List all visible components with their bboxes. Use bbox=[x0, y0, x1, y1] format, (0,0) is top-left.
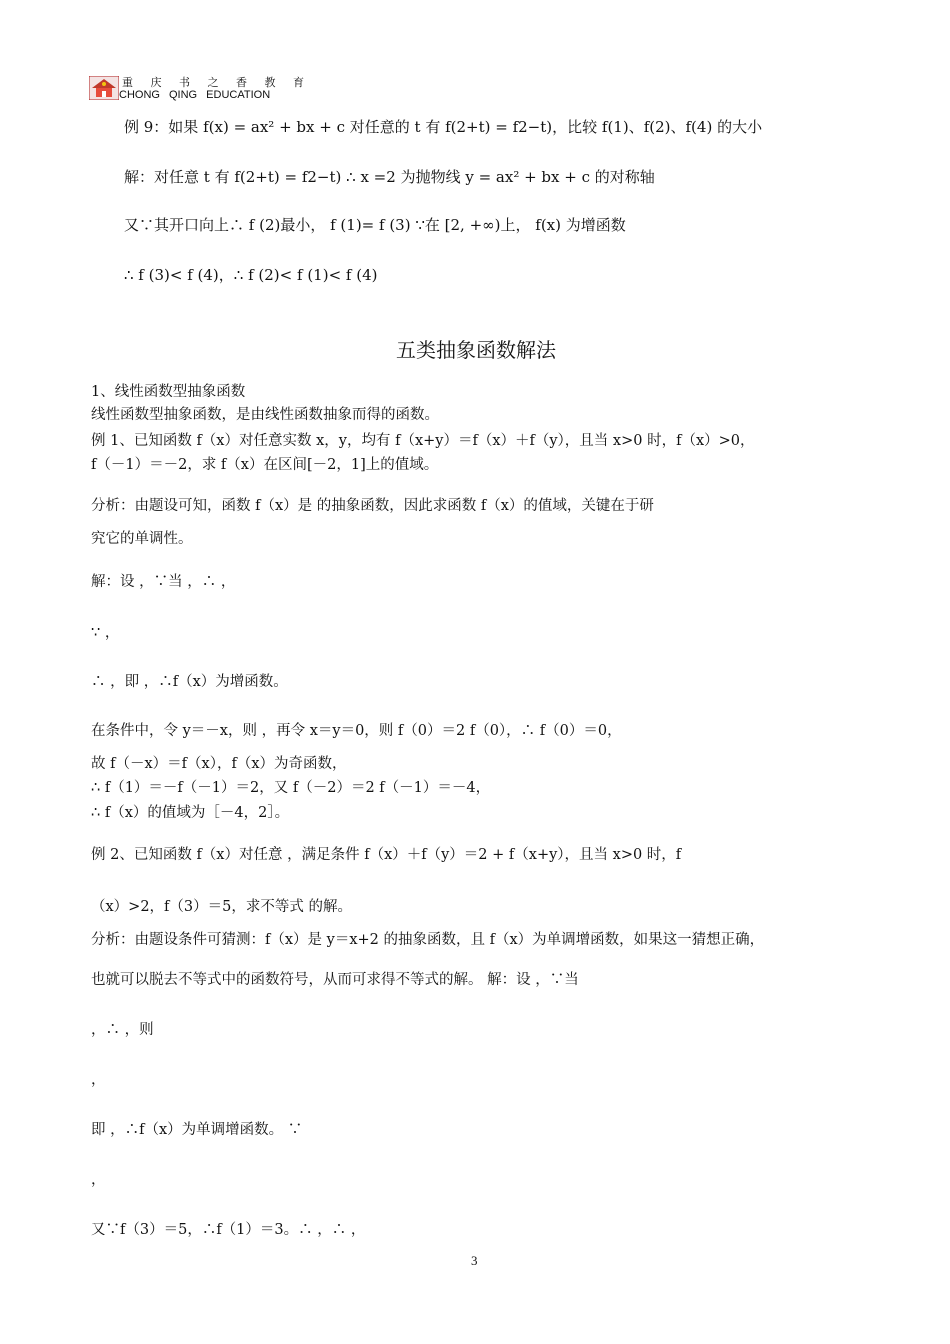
body-line: ∵ ， bbox=[91, 625, 120, 641]
example9-line-3: 又∵其开口向上∴ f (2)最小， f (1)= f (3) ∵在 [2, +∞)上， f(x) 为增函数 bbox=[124, 216, 626, 234]
body-line: 线性函数型抽象函数，是由线性函数抽象而得的函数。 bbox=[91, 407, 439, 423]
header-org-english: CHONG QING EDUCATION bbox=[119, 89, 271, 101]
body-line: 故 f（－x）＝f（x），f（x）为奇函数， bbox=[91, 756, 347, 772]
example9-line-1: 例 9：如果 f(x) = ax² + bx + c 对任意的 t 有 f(2+t) = f2−t)，比较 f(1)、f(2)、f(4) 的大小 bbox=[124, 118, 763, 136]
body-line: （x）>2，f（3）＝5，求不等式 的解。 bbox=[91, 899, 352, 915]
body-line: 分析：由题设可知，函数 f（x）是 的抽象函数，因此求函数 f（x）的值域，关键在于研 bbox=[91, 498, 654, 514]
body-line: 例 1、已知函数 f（x）对任意实数 x，y，均有 f（x+y）＝f（x）＋f（y），且当 x>0 时，f（x）>0， bbox=[91, 433, 755, 449]
page-number: 3 bbox=[471, 1253, 478, 1268]
body-line: 也就可以脱去不等式中的函数符号，从而可求得不等式的解。 解：设 ，∵当 bbox=[91, 972, 579, 988]
body-line: ， bbox=[91, 1172, 106, 1188]
body-line: 又∵f（3）＝5，∴f（1）＝3。∴ ，∴ ， bbox=[91, 1222, 366, 1238]
body-line: f（－1）＝－2，求 f（x）在区间[－2，1]上的值域。 bbox=[91, 457, 439, 473]
body-line: 即 ，∴f（x）为单调增函数。 ∵ bbox=[91, 1122, 303, 1138]
example9-line-4: ∴ f (3)< f (4)，∴ f (2)< f (1)< f (4) bbox=[124, 266, 378, 284]
example9-line-2: 解：对任意 t 有 f(2+t) = f2−t) ∴ x =2 为抛物线 y = ax² + bx + c 的对称轴 bbox=[124, 168, 655, 186]
body-line: 解：设 ，∵当 ，∴ ， bbox=[91, 574, 236, 590]
body-line: 究它的单调性。 bbox=[91, 531, 193, 547]
body-line: 分析：由题设条件可猜测：f（x）是 y＝x+2 的抽象函数，且 f（x）为单调增函数，如果这一猜想正确， bbox=[91, 932, 765, 948]
body-line: ∴ ，即 ，∴f（x）为增函数。 bbox=[91, 674, 288, 690]
body-line: ∴ f（1）＝－f（－1）＝2，又 f（－2）＝2 f（－1）＝－4， bbox=[91, 780, 491, 796]
header-org-chinese: 重 庆 书 之 香 教 育 bbox=[122, 76, 311, 89]
education-logo-icon bbox=[89, 76, 119, 100]
body-line: 在条件中，令 y＝－x，则 ，再令 x＝y＝0，则 f（0）＝2 f（0），∴ f（0）＝0， bbox=[91, 723, 622, 739]
body-line: ，∴ ，则 bbox=[91, 1022, 154, 1038]
body-line: 例 2、已知函数 f（x）对任意 ，满足条件 f（x）＋f（y）＝2 + f（x+y），且当 x>0 时，f bbox=[91, 847, 682, 863]
body-line: ∴ f（x）的值域为［－4，2］。 bbox=[91, 805, 290, 821]
body-line: 1、线性函数型抽象函数 bbox=[91, 384, 246, 400]
section-title: 五类抽象函数解法 bbox=[396, 338, 556, 362]
body-line: ， bbox=[91, 1072, 106, 1088]
